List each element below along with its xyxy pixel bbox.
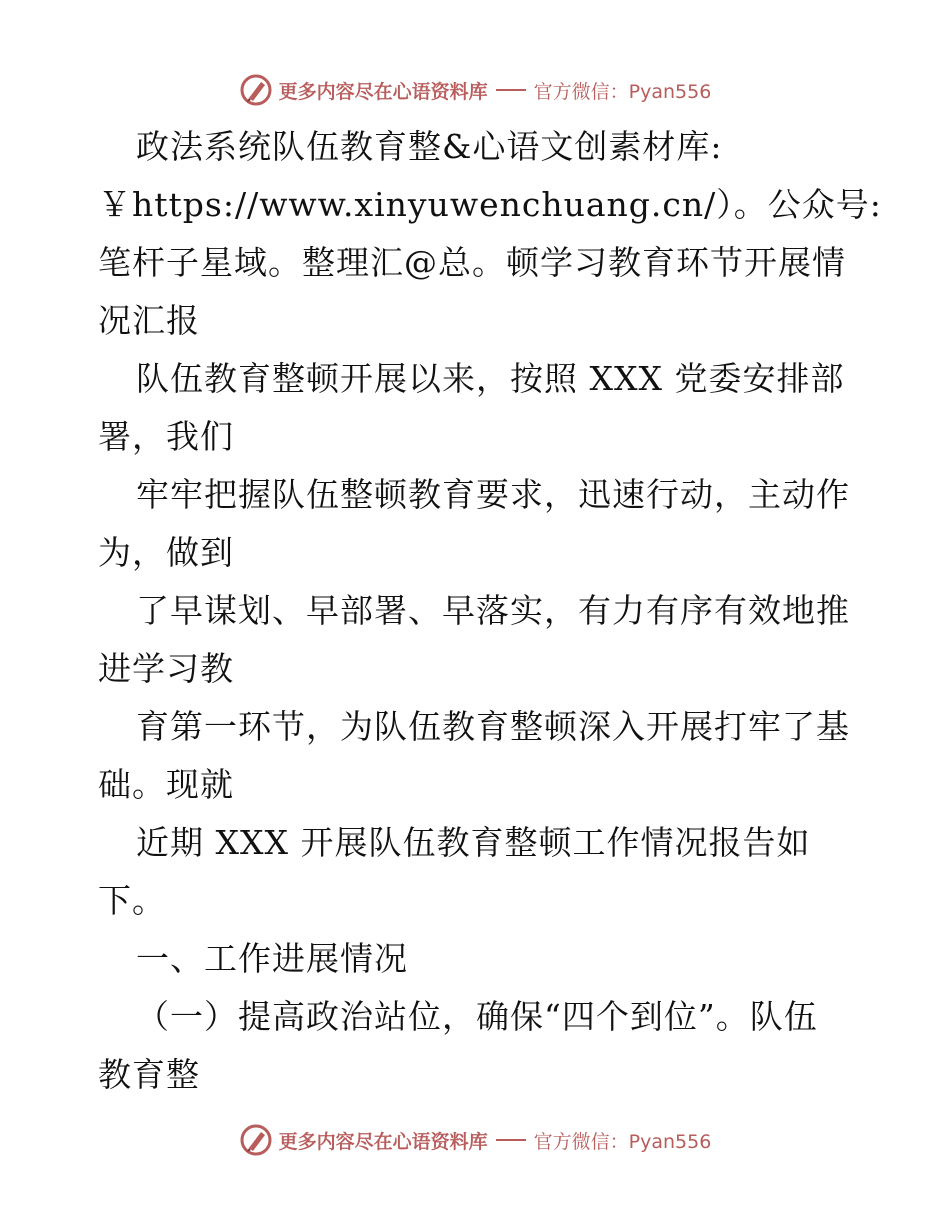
- text-line: 础。现就: [98, 765, 234, 804]
- text-line: 牢牢把握队伍整顿教育要求，迅速行动，主动作: [136, 475, 850, 514]
- text-line: 况汇报: [98, 301, 200, 340]
- section-heading: 一、工作进展情况: [136, 939, 408, 978]
- text-line: 了早谋划、早部署、早落实，有力有序有效地推: [136, 591, 850, 630]
- document-body: [98, 118, 882, 1104]
- text-line: 为，做到: [98, 533, 234, 572]
- banner-divider: [496, 1139, 526, 1141]
- pen-logo-icon: [239, 73, 273, 107]
- text-line: 署，我们: [98, 417, 234, 456]
- footer-watermark-banner: [0, 1120, 950, 1160]
- text-line: 进学习教: [98, 649, 234, 688]
- text-line: ￥https://www.xinyuwenchuang.cn/）。公众号:: [98, 185, 882, 224]
- text-line: 下。: [98, 881, 166, 920]
- header-watermark-banner: [0, 70, 950, 110]
- banner-title: 更多内容尽在心语资料库: [278, 80, 488, 103]
- text-line: 队伍教育整顿开展以来，按照 XXX 党委安排部: [136, 359, 845, 398]
- pen-logo-icon: [239, 1123, 273, 1157]
- text-line: 笔杆子星域。整理汇@总。顿学习教育环节开展情: [98, 243, 846, 282]
- banner-wechat: 官方微信：Pyan556: [533, 1130, 712, 1153]
- subsection-heading: （一）提高政治站位，确保“四个到位”。队伍: [136, 997, 818, 1036]
- text-line: 近期 XXX 开展队伍教育整顿工作情况报告如: [136, 823, 811, 862]
- text-line: 教育整: [98, 1055, 200, 1094]
- banner-title: 更多内容尽在心语资料库: [278, 1130, 488, 1153]
- banner-wechat: 官方微信：Pyan556: [533, 80, 712, 103]
- text-line: 育第一环节，为队伍教育整顿深入开展打牢了基: [136, 707, 850, 746]
- banner-divider: [496, 89, 526, 91]
- text-line: 政法系统队伍教育整&心语文创素材库:: [136, 127, 723, 166]
